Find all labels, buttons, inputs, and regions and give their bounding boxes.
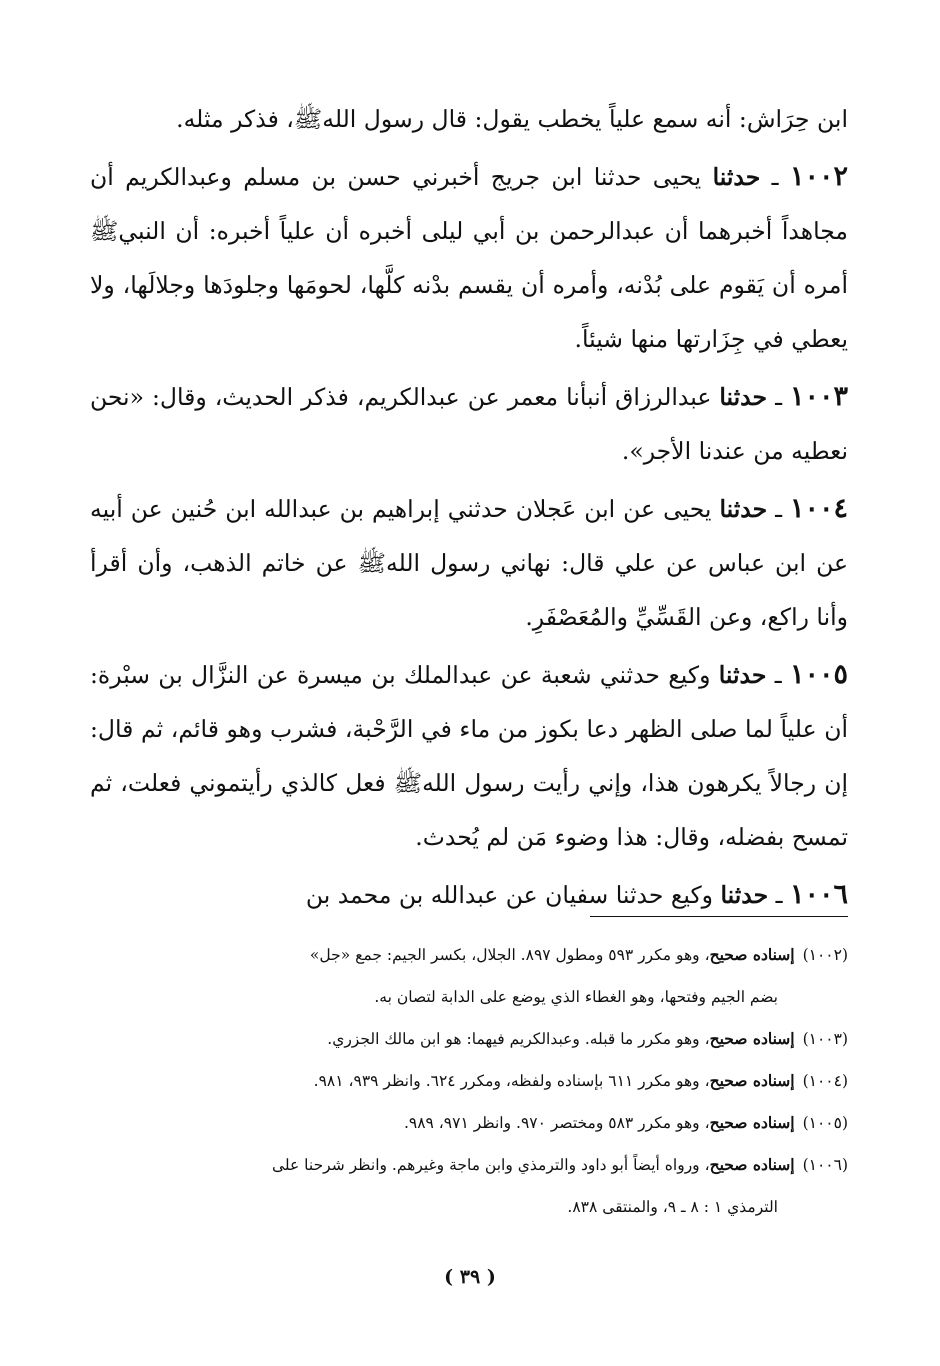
hadith-1006 — [90, 868, 848, 922]
hadith-dash: ـ — [771, 163, 779, 191]
footnote-1003 — [90, 1018, 848, 1060]
hadith-dash: ـ — [775, 881, 783, 909]
footnote-number: (١٠٠٢) — [802, 946, 848, 964]
main-text — [90, 92, 848, 926]
hadith-number: ١٠٠٤ — [789, 493, 848, 524]
footnote-text: ، وهو مكرر ٥٩٣ ومطول ٨٩٧. الجلال، بكسر الجيم: جمع «جل» — [309, 946, 710, 964]
footnote-separator — [590, 916, 848, 917]
footnote-lead: إسناده صحيح — [709, 1071, 795, 1090]
footnote-1006-continuation: الترمذي ١ : ٨ ـ ٩، والمنتقى ٨٣٨. — [567, 1198, 778, 1216]
footnote-1002 — [90, 934, 848, 976]
hadith-1004 — [90, 482, 848, 644]
footnote-1005 — [90, 1102, 848, 1144]
hadith-keyword: حدثنا — [719, 383, 768, 411]
hadith-text: يحيى عن ابن عَجلان حدثني إبراهيم بن عبدالله ابن حُنين عن أبيه عن ابن عباس عن علي قال: نهاني رسول اللهﷺ عن خاتم الذهب، وأن أقرأ وأنا راكع، وعن القَسِّيِّ والمُعَصْفَرِ. — [90, 495, 848, 631]
footnote-number: (١٠٠٥) — [802, 1114, 848, 1132]
hadith-text: وكيع حدثني شعبة عن عبدالملك بن ميسرة عن النزَّال بن سبْرة: أن علياً لما صلى الظهر دعا بكوز من ماء في الرَّحْبة، فشرب وهو قائم، ثم قال: إن رجالاً يكرهون هذا، وإني رأيت رسول اللهﷺ فعل كالذي رأيتموني فعلت، ثم تمسح بفضله، وقال: هذا وضوء مَن لم يُحدث. — [90, 661, 848, 851]
footnote-number: (١٠٠٦) — [802, 1156, 848, 1174]
hadith-keyword: حدثنا — [718, 661, 767, 689]
footnote-1002-continuation: بضم الجيم وفتحها، وهو الغطاء الذي يوضع على الدابة لتصان به. — [374, 988, 778, 1006]
intro-paragraph: ابن حِرَاش: أنه سمع علياً يخطب يقول: قال رسول اللهﷺ، فذكر مثله. — [176, 105, 848, 133]
hadith-text: يحيى حدثنا ابن جريج أخبرني حسن بن مسلم وعبدالكريم أن مجاهداً أخبرهما أن عبدالرحمن بن أبي ليلى أخبره أن علياً أخبره: أن النبيﷺ أمره أن يَقوم على بُدْنه، وأمره أن يقسم بدْنه كلَّها، لحومَها وجلودَها وجلالَها، ولا يعطي في جِزَارتها منها شيئاً. — [90, 163, 848, 353]
footnote-1006 — [90, 1144, 848, 1186]
hadith-1003 — [90, 370, 848, 478]
hadith-dash: ـ — [775, 383, 782, 411]
hadith-text: عبدالرزاق أنبأنا معمر عن عبدالكريم، فذكر الحديث، وقال: «نحن نعطيه من عندنا الأجر». — [90, 383, 848, 465]
footnote-lead: إسناده صحيح — [709, 1155, 795, 1174]
hadith-dash: ـ — [774, 661, 782, 689]
hadith-number: ١٠٠٦ — [789, 879, 848, 910]
footnote-lead: إسناده صحيح — [709, 1029, 795, 1048]
hadith-number: ١٠٠٣ — [789, 381, 848, 412]
hadith-text: وكيع حدثنا سفيان عن عبدالله بن محمد بن — [305, 881, 713, 909]
page-number: ( ٣٩ ) — [444, 1266, 496, 1288]
footnote-text: ، وهو مكرر ٦١١ بإسناده ولفظه، ومكرر ٦٢٤. وانظر ٩٣٩، ٩٨١. — [313, 1072, 710, 1090]
footnotes — [90, 934, 848, 1228]
footnote-number: (١٠٠٤) — [802, 1072, 848, 1090]
footnote-text: ، ورواه أيضاً أبو داود والترمذي وابن ماجة وغيرهم. وانظر شرحنا على — [271, 1156, 710, 1174]
footnote-1004 — [90, 1060, 848, 1102]
footnote-lead: إسناده صحيح — [709, 945, 795, 964]
hadith-number: ١٠٠٥ — [789, 659, 848, 690]
hadith-keyword: حدثنا — [712, 163, 761, 191]
hadith-number: ١٠٠٢ — [789, 161, 848, 192]
hadith-keyword: حدثنا — [719, 495, 768, 523]
hadith-keyword: حدثنا — [720, 881, 769, 909]
hadith-1005 — [90, 648, 848, 864]
footnote-number: (١٠٠٣) — [802, 1030, 848, 1048]
footnote-lead: إسناده صحيح — [709, 1113, 795, 1132]
footnote-text: ، وهو مكرر ٥٨٣ ومختصر ٩٧٠. وانظر ٩٧١، ٩٨٩. — [403, 1114, 710, 1132]
hadith-dash: ـ — [775, 495, 782, 523]
footnote-text: ، وهو مكرر ما قبله. وعبدالكريم فيهما: هو ابن مالك الجزري. — [327, 1030, 710, 1048]
hadith-1002 — [90, 150, 848, 366]
